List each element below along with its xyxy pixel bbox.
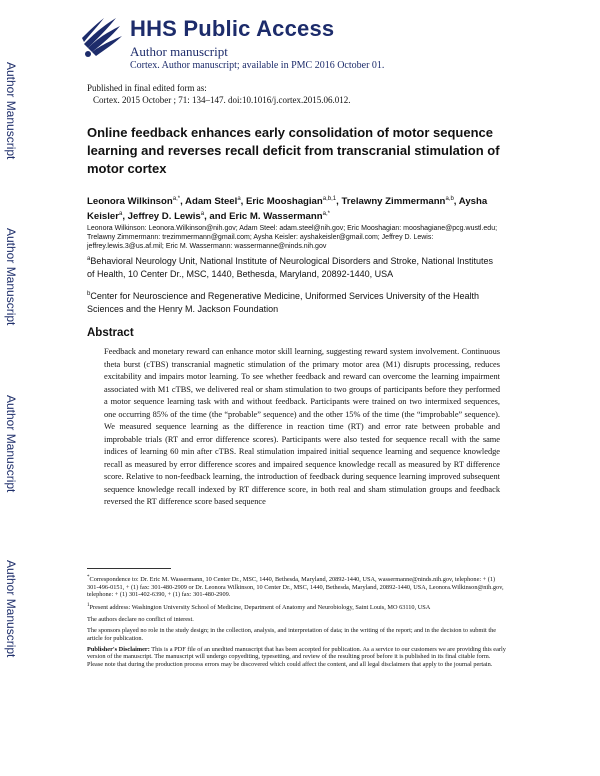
footnote-correspondence: *Correspondence to: Dr. Eric M. Wassermann, 10 Center Dr., MSC, 1440, Bethesda, Maryland, 20892-1440, USA, wassermanne@ninds.nih.gov, telephone: + (1) 301-496-0151, + (1) fax: 301-480-2909 or Dr. Leonora Wilkinson, 10 Center Dr., MSC, 1440, Bethesda, Maryland, 20892-1440, USA, Leonora.Wilkinson@nih.gov, telephone: + (1) 301-402-6390, + (1) fax: 301-480-2909.: [87, 575, 504, 598]
author-list: Leonora Wilkinson$^{a,*}$, Adam Steel$^a$, Eric Mooshagian$^{a,b,1}$, Trelawny Zimmermann$^{a,b}$, Aysha Keisler$^a$, Jeffrey D. Lewis$^a$, and Eric M. Wassermann$^{a,*}$: [87, 196, 488, 223]
footnotes: [87, 574, 507, 672]
affiliation-b-marker: b: [87, 291, 91, 297]
affiliation-b-text: Center for Neuroscience and Regenerative Medicine, Uniformed Services University of the Health Sciences and the Henry M. Jackson Foundation: [87, 291, 480, 314]
publisher-disclaimer: Publisher's Disclaimer: This is a PDF file of an unedited manuscript that has been accepted for publication. As a service to our customers we are providing this early version of the manuscript. The manuscript will undergo copyediting, typesetting, and review of the resulting proof before it is published in its final citable form. Please note that during the production process errors may be discovered which could affect the content, and all legal disclaimers that apply to the journal pertain.: [87, 646, 506, 668]
footnote-present-address: $^1$Present address: Washington University School of Medicine, Department of Anatomy and Neurobiology, Saint Louis, MO 63110, USA: [87, 603, 431, 612]
hhs-header: [78, 14, 578, 74]
footnote-conflict: The authors declare no conflict of interest.: [87, 615, 194, 623]
published-label: Published in final edited form as:: [87, 83, 207, 93]
footnote-divider: [87, 568, 171, 569]
manuscript-type: Author manuscript: [130, 44, 228, 59]
affiliation-b: [87, 288, 497, 315]
affiliation-a-text: Behavioral Neurology Unit, National Institute of Neurological Disorders and Stroke, National Institutes of Health, 10 Center Dr., MSC, 1440, Bethesda, Maryland, 20892-1440, USA: [87, 256, 494, 279]
paper-title: Online feedback enhances early consolidation of motor sequence learning and reverses recall deficit from transcranial stimulation of motor cortex: [87, 125, 500, 176]
footnote-sponsors: The sponsors played no role in the study design; in the collection, analysis, and interpretation of data; in the writing of the report; and in the decision to submit the article for publication.: [87, 627, 497, 642]
abstract-text: Feedback and monetary reward can enhance motor skill learning, suggesting reward system involvement. Continuous theta burst (cTBS) transcranial magnetic stimulation of the primary motor area (M1) disrupts processing, reduces excitability and impairs motor learning. To see whether feedback and reward can overcome the learning impairment associated with M1 cTBS, we delivered real or sham stimulation to two groups of participants before they performed a motor sequence learning task with and without feedback. Participants were trained on two intermixed sequences, one occurring 85% of the time (the “probable” sequence) and the other 15% of the time (the “improbable” sequence). We measured sequence learning as the difference in reaction time (RT) and error rate between probable and improbable trials (RT and error difference scores). Participants were also tested for sequence recall with the same indices of learning 60 min after cTBS. Real stimulation impaired initial sequence learning and sequence knowledge recall as measured by error difference scores and impaired sequence knowledge recall as measured by RT difference score. Relative to non-feedback learning, the introduction of feedback during sequence learning improved subsequent sequence knowledge recall indexed by RT difference score, in both real and sham stimulation groups and feedback reversed the RT difference score based sequence: [104, 347, 500, 506]
author-emails: Leonora Wilkinson: Leonora.Wilkinson@nih.gov; Adam Steel: adam.steel@nih.gov; Eric Mooshagian: mooshagianе@pcg.wustl.edu; Trelawny Zimmermann: trezimmermann@gmail.com; Aysha Keisler: ayshakeisler@gmail.com; Jeffrey D. Lewis: jeffrey.lewis.3@us.af.mil; Eric M. Wassermann: wassermanne@ninds.nih.gov: [87, 225, 498, 250]
published-in: [87, 82, 350, 106]
hhs-title: HHS Public Access: [130, 16, 335, 41]
hhs-eagle-logo-icon: [78, 14, 124, 62]
journal-availability: Cortex. Author manuscript; available in PMC 2016 October 01.: [130, 60, 385, 71]
affiliation-a: [87, 253, 497, 280]
affiliation-a-marker: a: [87, 256, 91, 262]
abstract-heading: Abstract: [87, 327, 134, 339]
published-citation: Cortex. 2015 October ; 71: 134–147. doi:10.1016/j.cortex.2015.06.012.: [93, 95, 351, 105]
